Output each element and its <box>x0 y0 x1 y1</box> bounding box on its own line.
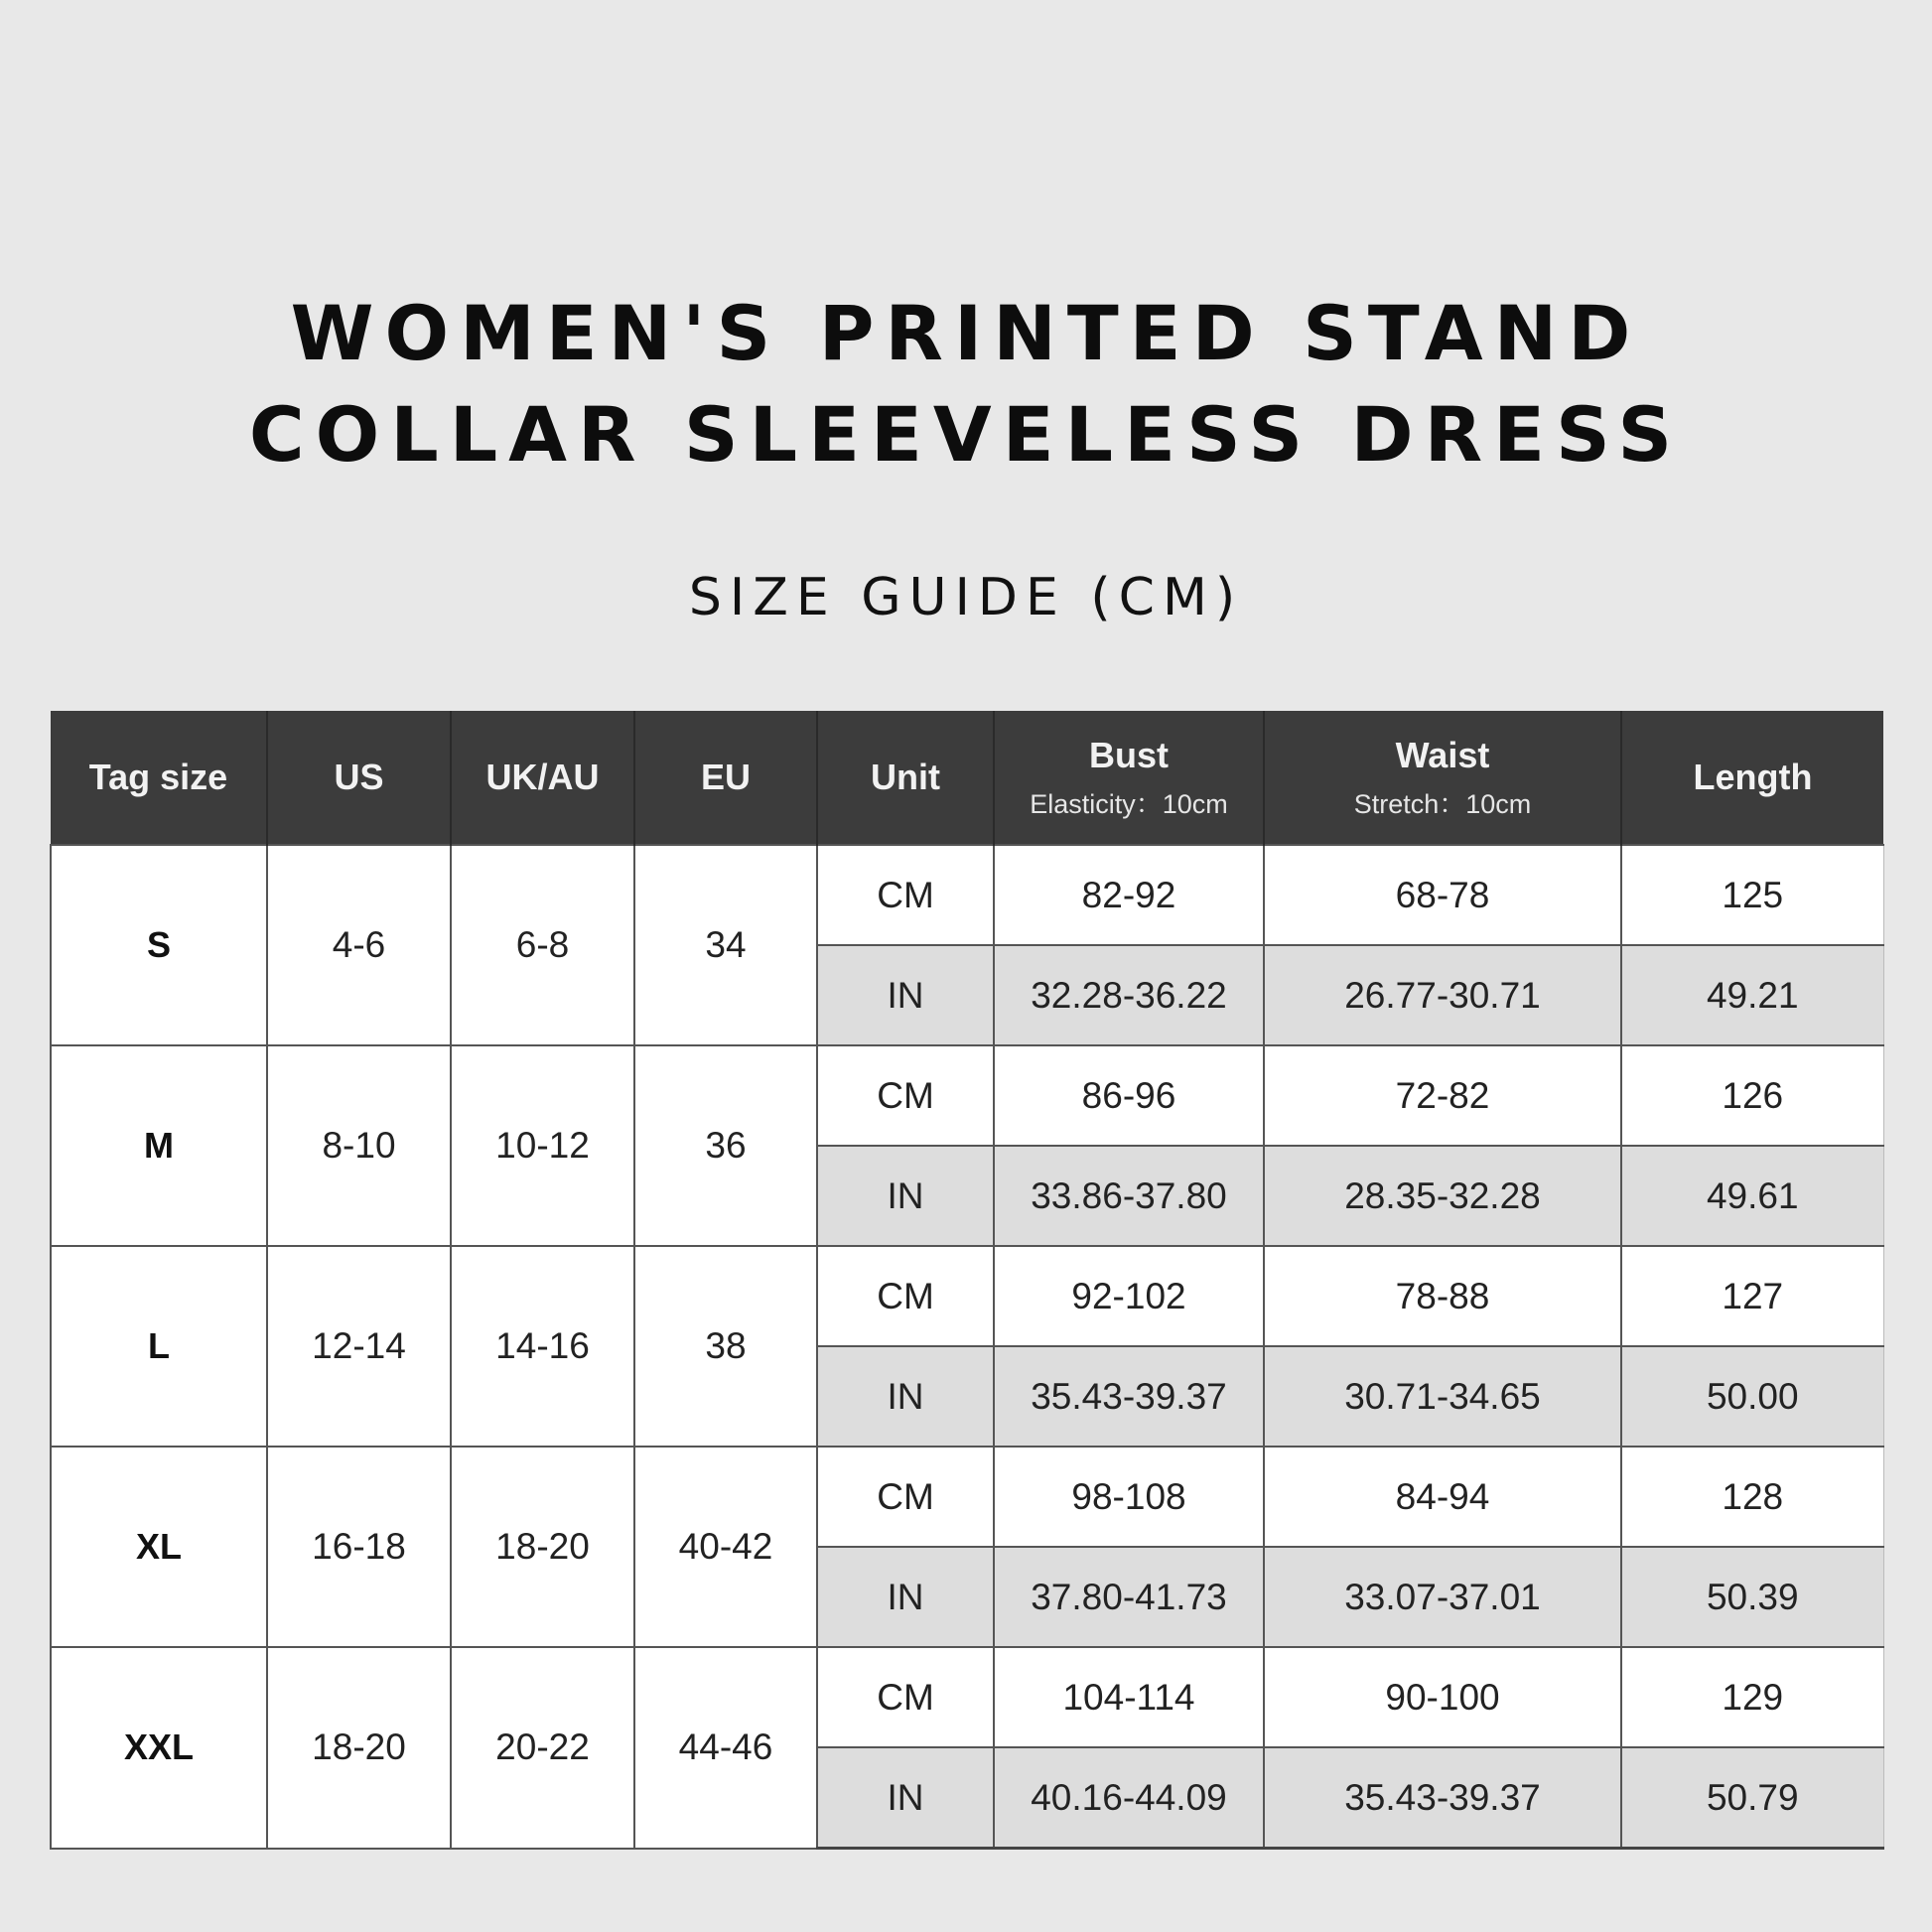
unit-cell: CM <box>817 845 994 945</box>
length-cell: 128 <box>1621 1447 1883 1547</box>
header-bust-note: Elasticity：10cm <box>1030 788 1228 819</box>
uk-au-size-cell: 10-12 <box>451 1045 634 1246</box>
header-eu: EU <box>634 711 817 845</box>
bust-cell: 37.80-41.73 <box>994 1547 1264 1647</box>
size-chart-table <box>50 711 1884 1850</box>
bust-cell: 40.16-44.09 <box>994 1747 1264 1849</box>
bust-cell: 82-92 <box>994 845 1264 945</box>
us-size-cell: 4-6 <box>267 845 451 1045</box>
header-uk-au: UK/AU <box>451 711 634 845</box>
us-size-cell: 16-18 <box>267 1447 451 1647</box>
eu-size-cell: 44-46 <box>634 1647 817 1849</box>
us-size-cell: 12-14 <box>267 1246 451 1447</box>
page-title-line-2: COLLAR SLEEVELESS DRESS <box>248 390 1684 479</box>
unit-cell: IN <box>817 1747 994 1849</box>
bust-cell: 104-114 <box>994 1647 1264 1747</box>
uk-au-size-cell: 6-8 <box>451 845 634 1045</box>
bust-cell: 32.28-36.22 <box>994 945 1264 1045</box>
header-length: Length <box>1621 711 1883 845</box>
waist-cell: 78-88 <box>1264 1246 1621 1346</box>
bust-cell: 35.43-39.37 <box>994 1346 1264 1447</box>
eu-size-cell: 36 <box>634 1045 817 1246</box>
table-row <box>51 1246 1883 1346</box>
size-guide-subtitle: SIZE GUIDE (CM) <box>688 568 1244 627</box>
length-cell: 127 <box>1621 1246 1883 1346</box>
eu-size-cell: 34 <box>634 845 817 1045</box>
length-cell: 50.79 <box>1621 1747 1883 1849</box>
uk-au-size-cell: 14-16 <box>451 1246 634 1447</box>
table-row <box>51 1647 1883 1747</box>
waist-cell: 84-94 <box>1264 1447 1621 1547</box>
waist-cell: 90-100 <box>1264 1647 1621 1747</box>
length-cell: 125 <box>1621 845 1883 945</box>
unit-cell: IN <box>817 1547 994 1647</box>
unit-cell: CM <box>817 1246 994 1346</box>
page-title-line-1: WOMEN'S PRINTED STAND <box>290 289 1642 377</box>
bust-cell: 33.86-37.80 <box>994 1146 1264 1246</box>
header-bust-label: Bust <box>1089 734 1169 775</box>
length-cell: 50.00 <box>1621 1346 1883 1447</box>
unit-cell: IN <box>817 945 994 1045</box>
header-waist <box>1264 711 1621 845</box>
bust-cell: 98-108 <box>994 1447 1264 1547</box>
eu-size-cell: 38 <box>634 1246 817 1447</box>
us-size-cell: 8-10 <box>267 1045 451 1246</box>
tag-size-cell: S <box>51 845 267 1045</box>
unit-cell: CM <box>817 1045 994 1146</box>
us-size-cell: 18-20 <box>267 1647 451 1849</box>
bust-cell: 86-96 <box>994 1045 1264 1146</box>
length-cell: 50.39 <box>1621 1547 1883 1647</box>
header-waist-label: Waist <box>1395 734 1490 775</box>
unit-cell: CM <box>817 1447 994 1547</box>
tag-size-cell: M <box>51 1045 267 1246</box>
tag-size-cell: XXL <box>51 1647 267 1849</box>
waist-cell: 28.35-32.28 <box>1264 1146 1621 1246</box>
uk-au-size-cell: 18-20 <box>451 1447 634 1647</box>
waist-cell: 35.43-39.37 <box>1264 1747 1621 1849</box>
length-cell: 126 <box>1621 1045 1883 1146</box>
waist-cell: 33.07-37.01 <box>1264 1547 1621 1647</box>
uk-au-size-cell: 20-22 <box>451 1647 634 1849</box>
length-cell: 49.21 <box>1621 945 1883 1045</box>
header-waist-note: Stretch：10cm <box>1353 788 1532 819</box>
waist-cell: 72-82 <box>1264 1045 1621 1146</box>
eu-size-cell: 40-42 <box>634 1447 817 1647</box>
tag-size-cell: L <box>51 1246 267 1447</box>
waist-cell: 30.71-34.65 <box>1264 1346 1621 1447</box>
unit-cell: IN <box>817 1346 994 1447</box>
header-bust <box>994 711 1264 845</box>
waist-cell: 26.77-30.71 <box>1264 945 1621 1045</box>
table-row <box>51 845 1883 945</box>
tag-size-cell: XL <box>51 1447 267 1647</box>
unit-cell: IN <box>817 1146 994 1246</box>
length-cell: 49.61 <box>1621 1146 1883 1246</box>
header-unit: Unit <box>817 711 994 845</box>
length-cell: 129 <box>1621 1647 1883 1747</box>
table-header-row <box>51 711 1883 845</box>
unit-cell: CM <box>817 1647 994 1747</box>
table-row <box>51 1447 1883 1547</box>
table-row <box>51 1045 1883 1146</box>
header-tag-size: Tag size <box>51 711 267 845</box>
waist-cell: 68-78 <box>1264 845 1621 945</box>
header-us: US <box>267 711 451 845</box>
bust-cell: 92-102 <box>994 1246 1264 1346</box>
